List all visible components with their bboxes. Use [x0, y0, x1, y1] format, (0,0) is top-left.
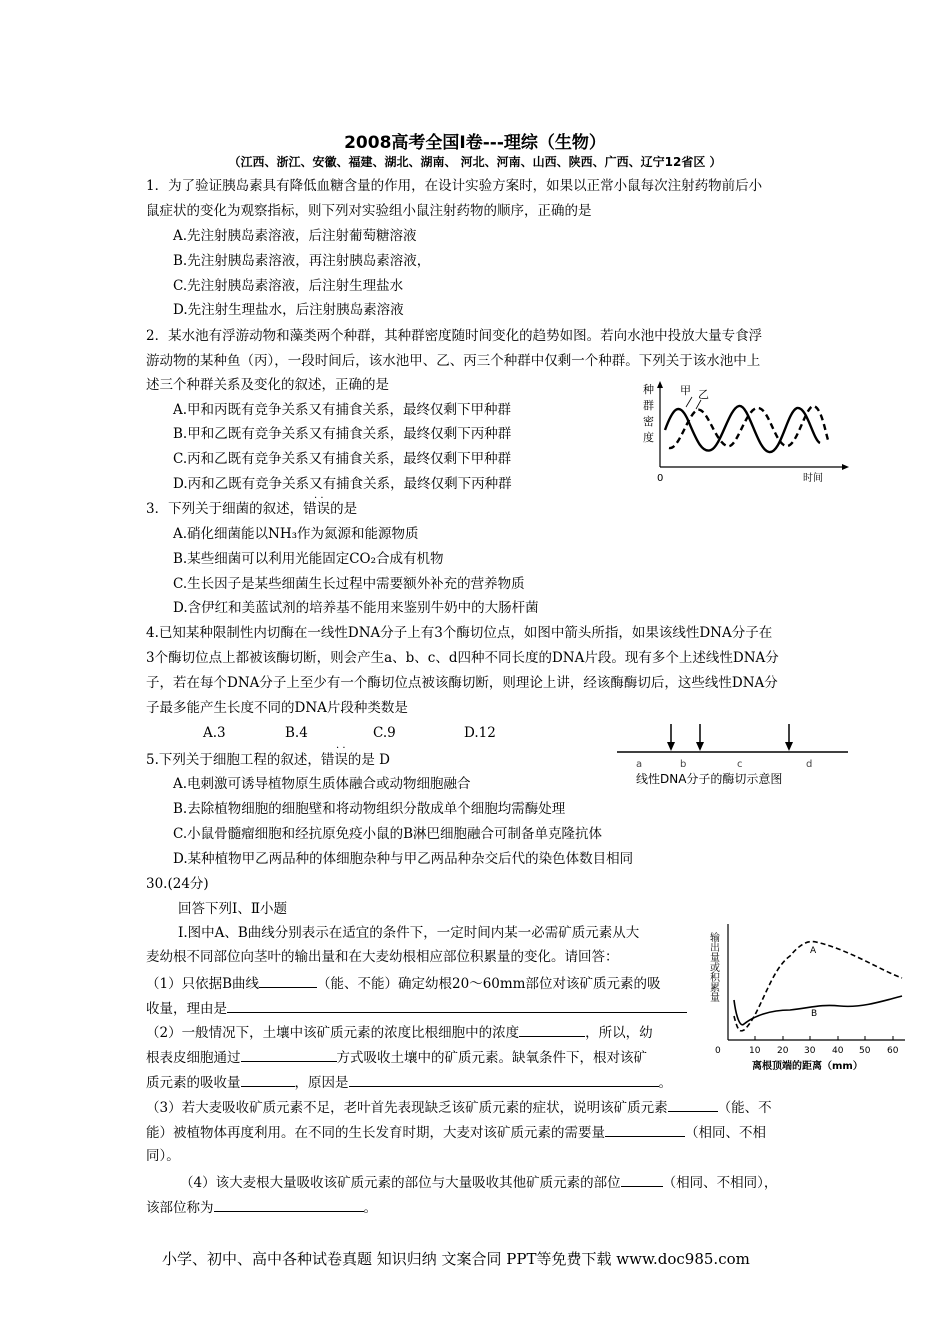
- q1-stem-line2: 鼠症状的变化为观察指标，则下列对实验组小鼠注射药物的顺序，正确的是: [146, 203, 592, 219]
- q3-option-a: A.硝化细菌能以NH₃作为氮源和能源物质: [173, 526, 419, 542]
- curve-a: [734, 942, 902, 1031]
- fragment-label-c: c: [737, 759, 743, 770]
- q30-sub3-text-a: （3）若大麦吸收矿质元素不足，老叶首先表现缺乏该矿质元素的症状，说明该矿质元素: [146, 1100, 668, 1116]
- fragment-label-d: d: [806, 759, 813, 770]
- q30-para-line2: 麦幼根不同部位向茎叶的输出量和在大麦幼根相应部位积累量的变化。请回答：: [146, 949, 619, 965]
- dna-cut-diagram: [612, 720, 852, 792]
- q30-sub3-line2: [146, 1122, 766, 1142]
- curve-a-label: A: [810, 946, 817, 956]
- q30-sub3-text-c: 能）被植物体再度利用。在不同的生长发育时期，大麦对该矿质元素的需要量: [146, 1125, 605, 1141]
- y-axis-arrow: [657, 381, 663, 388]
- page-title: 2008高考全国Ⅰ卷---理综（生物）: [344, 133, 606, 153]
- fragment-label-b: b: [680, 759, 687, 770]
- q4-option-d: D.12: [464, 725, 496, 741]
- q30-sub2-text-b: ，所以，幼: [585, 1025, 653, 1041]
- q30-sub4-text-c: 该部位称为: [146, 1200, 214, 1216]
- q2-stem-line3: 述三个种群关系及变化的叙述，正确的是: [146, 377, 389, 393]
- q30-sub4-text-d: 。: [363, 1200, 377, 1216]
- series-label-yi: 乙: [698, 388, 709, 401]
- q2-option-c: C.丙和乙既有竞争关系又有捕食关系，最终仅剩下甲种群: [173, 451, 512, 467]
- answer-blank-2[interactable]: [227, 998, 687, 1013]
- q30-sub2-text-e: 质元素的吸收量: [146, 1075, 241, 1091]
- q30-sub2-text-d: 方式吸收土壤中的矿质元素。缺氧条件下，根对该矿: [336, 1050, 647, 1066]
- q5-option-b: B.去除植物细胞的细胞壁和将动物组织分散成单个细胞均需酶处理: [173, 801, 566, 817]
- q4-stem-line3: 子，若在每个DNA分子上至少有一个酶切位点被该酶切断，则理论上讲，经该酶酶切后，这些线性DNA分: [146, 675, 778, 691]
- x-tick-label: 60: [887, 1046, 899, 1056]
- series-label-jia: 甲: [680, 384, 691, 397]
- q3-option-b: B.某些细菌可以利用光能固定CO₂合成有机物: [173, 551, 444, 567]
- q30-sub4-text-b: （相同、不相同），: [662, 1175, 778, 1191]
- q30-sub1-text-a: （1）只依据B曲线: [146, 976, 260, 992]
- chart-ylabel-char: 群: [643, 399, 654, 412]
- chart-xlabel: 时间: [803, 473, 823, 484]
- q30-sub1-line2: [146, 998, 687, 1018]
- q4-stem-line1: 4.已知某种限制性内切酶在一线性DNA分子上有3个酶切位点，如图中箭头所指，如果该线性DNA分子在: [146, 625, 773, 641]
- answer-blank-9[interactable]: [621, 1172, 663, 1187]
- q2-stem-line1: 2．某水池有浮游动物和藻类两个种群，其种群密度随时间变化的趋势如图。若向水池中投放大量专食浮: [146, 328, 763, 344]
- answer-blank-1[interactable]: [259, 973, 317, 988]
- answer-blank-3[interactable]: [519, 1022, 585, 1037]
- q30-sub3-text-d: （相同、不相: [685, 1125, 766, 1141]
- q30-para-line1: Ⅰ.图中A、B曲线分别表示在适宜的条件下，一定时间内某一必需矿质元素从大: [178, 925, 640, 941]
- q5-stem: 5.下列关于细胞工程的叙述，错误的是 D: [146, 752, 390, 768]
- x-tick-label: 30: [804, 1046, 816, 1056]
- chart-ylabel-char: 种: [643, 383, 654, 396]
- q30-sub2-text-g: 。: [658, 1075, 672, 1091]
- q30-header: 30.(24分): [146, 876, 209, 892]
- q30-sub2-text-c: 根表皮细胞通过: [146, 1050, 241, 1066]
- q30-sub1-line1: [146, 973, 660, 993]
- q30-sub4-line1: [180, 1172, 777, 1192]
- page-subtitle: （江西、浙江、安徽、福建、湖北、湖南、 河北、河南、山西、陕西、广西、辽宁12省区 ）: [228, 155, 722, 169]
- curve-b-label: B: [811, 1009, 818, 1019]
- cut-arrowhead-3: [785, 742, 793, 751]
- q2-stem-line2: 游动物的某种鱼（丙），一段时间后，该水池甲、乙、丙三个种群中仅剩一个种群。下列关于该水池中上: [146, 353, 761, 369]
- x-tick-label: 20: [777, 1046, 789, 1056]
- x-tick-label: 10: [749, 1046, 761, 1056]
- chart-origin: 0: [657, 473, 664, 484]
- q4-option-a: A.3: [203, 725, 226, 741]
- footer-text: 小学、初中、高中各种试卷真题 知识归纳 文案合同 PPT等免费下载 www.doc985.com: [162, 1250, 750, 1268]
- q5-option-d: D.某种植物甲乙两品种的体细胞杂种与甲乙两品种杂交后代的染色体数目相同: [173, 851, 634, 867]
- series-pointer-jia: [686, 397, 692, 407]
- q3-option-d: D.含伊红和美蓝试剂的培养基不能用来鉴别牛奶中的大肠杆菌: [173, 600, 539, 616]
- q2-option-a: A.甲和丙既有竞争关系又有捕食关系，最终仅剩下甲种群: [173, 402, 512, 418]
- population-density-chart: [635, 380, 855, 485]
- q4-stem-line4: 子最多能产生长度不同的DNA片段种类数是: [146, 700, 408, 716]
- q2-option-b: B.甲和乙既有竞争关系又有捕食关系，最终仅剩下丙种群: [173, 426, 512, 442]
- answer-blank-8[interactable]: [605, 1122, 685, 1137]
- q30-sub2-line1: [146, 1022, 653, 1042]
- answer-blank-10[interactable]: [214, 1197, 364, 1212]
- answer-blank-5[interactable]: [241, 1072, 295, 1087]
- q4-option-c: C.9: [373, 725, 396, 741]
- x-tick-label: 0: [715, 1046, 721, 1056]
- x-axis-arrow: [842, 464, 849, 470]
- q1-option-d: D.先注射生理盐水，后注射胰岛素溶液: [173, 302, 404, 318]
- q30-sub2-line3: [146, 1072, 672, 1092]
- emphasis-dots: · ·: [336, 743, 346, 754]
- x-tick-label: 40: [832, 1046, 844, 1056]
- curve-b: [734, 996, 902, 1025]
- cut-arrowhead-2: [696, 742, 704, 751]
- x-tick-label: 50: [859, 1046, 871, 1056]
- chart-xlabel: 离根顶端的距离（mm）: [752, 1061, 863, 1072]
- q30-intro: 回答下列Ⅰ、Ⅱ小题: [178, 901, 288, 917]
- q2-option-d: D.丙和乙既有竞争关系又有捕食关系，最终仅剩下丙种群: [173, 476, 512, 492]
- q5-option-a: A.电刺激可诱导植物原生质体融合或动物细胞融合: [173, 776, 471, 792]
- q1-stem-line1: 1．为了验证胰岛素具有降低血糖含量的作用，在设计实验方案时，如果以正常小鼠每次注射药物前后小: [146, 178, 763, 194]
- q30-sub3-line3: 同）。: [146, 1148, 180, 1164]
- q30-sub2-text-a: （2）一般情况下，土壤中该矿质元素的浓度比根细胞中的浓度: [146, 1025, 520, 1041]
- chart-ylabel-char: 度: [643, 431, 654, 444]
- chart-ylabel: 输出量或积累量: [707, 932, 719, 1002]
- emphasis-dots: · ·: [314, 493, 324, 504]
- series-pointer-yi: [696, 400, 701, 409]
- q30-sub3-text-b: （能、不: [717, 1100, 772, 1116]
- q30-sub1-text-c: 收量，理由是: [146, 1001, 227, 1017]
- q30-sub1-text-b: （能、不能）确定幼根20～60mm部位对该矿质元素的吸: [317, 976, 661, 992]
- q3-stem: 3．下列关于细菌的叙述，错误的是: [146, 501, 358, 517]
- q1-option-a: A.先注射胰岛素溶液，后注射葡萄糖溶液: [173, 228, 417, 244]
- q30-sub4-text-a: （4）该大麦根大量吸收该矿质元素的部位与大量吸收其他矿质元素的部位: [180, 1175, 621, 1191]
- fragment-label-a: a: [636, 759, 643, 770]
- q1-option-c: C.先注射胰岛素溶液，后注射生理盐水: [173, 278, 404, 294]
- q1-option-b: B.先注射胰岛素溶液，再注射胰岛素溶液，: [173, 253, 431, 269]
- q4-stem-line2: 3个酶切位点上都被该酶切断，则会产生a、b、c、d四种不同长度的DNA片段。现有多个上述线性DNA分: [146, 650, 779, 666]
- q5-option-c: C.小鼠骨髓瘤细胞和经抗原免疫小鼠的B淋巴细胞融合可制备单克隆抗体: [173, 826, 603, 842]
- q3-option-c: C.生长因子是某些细菌生长过程中需要额外补充的营养物质: [173, 576, 525, 592]
- answer-blank-4[interactable]: [241, 1047, 337, 1062]
- q30-sub2-text-f: ，原因是: [294, 1075, 349, 1091]
- q30-sub2-line2: [146, 1047, 647, 1067]
- cut-arrowhead-1: [667, 742, 675, 751]
- q30-sub4-line2: [146, 1197, 377, 1217]
- chart-ylabel-char: 密: [643, 415, 654, 428]
- root-mineral-chart: [700, 920, 915, 1080]
- answer-blank-6[interactable]: [349, 1072, 659, 1087]
- q30-sub3-line1: [146, 1097, 772, 1117]
- q4-option-b: B.4: [285, 725, 308, 741]
- answer-blank-7[interactable]: [668, 1097, 718, 1112]
- diagram-caption: 线性DNA分子的酶切示意图: [636, 772, 783, 786]
